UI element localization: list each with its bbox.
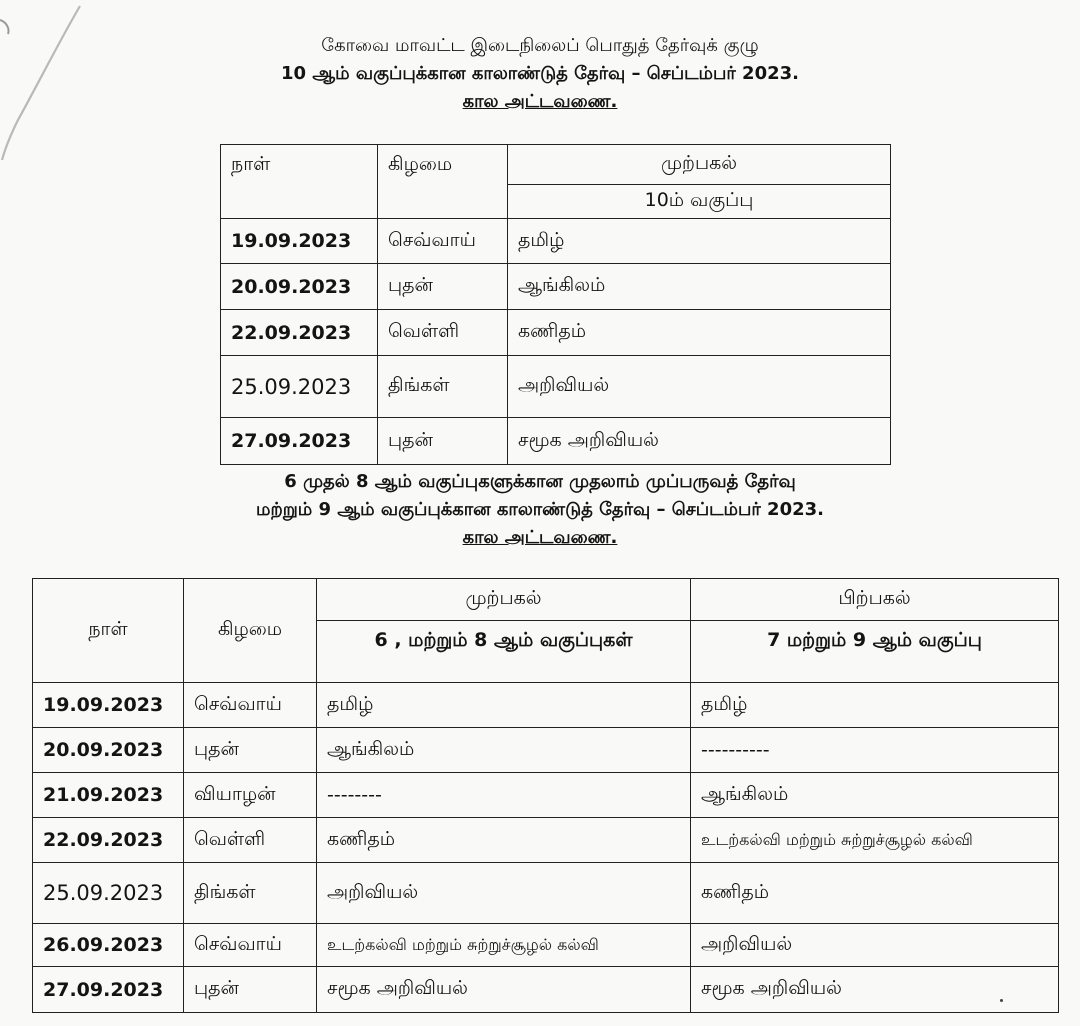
table-row (33, 683, 1059, 728)
row-afternoon: சமூக அறிவியல் (691, 967, 1059, 1013)
row-date: 19.09.2023 (221, 219, 378, 264)
table-row (33, 863, 1059, 924)
row-date: 25.09.2023 (33, 863, 184, 924)
row-date: 22.09.2023 (221, 310, 378, 356)
table-row (221, 418, 891, 465)
row-afternoon: கணிதம் (691, 863, 1059, 924)
row-day: புதன் (184, 728, 317, 773)
row-subject: கணிதம் (508, 310, 891, 356)
row-subject: தமிழ் (508, 219, 891, 264)
row-date: 22.09.2023 (33, 818, 184, 863)
header-forenoon-classes: 6 , மற்றும் 8 ஆம் வகுப்புகள் (317, 621, 691, 683)
row-date: 21.09.2023 (33, 773, 184, 818)
timetable-class-10 (220, 144, 891, 465)
row-day: திங்கள் (184, 863, 317, 924)
row-day: புதன் (184, 967, 317, 1013)
exam-title-9: மற்றும் 9 ஆம் வகுப்புக்கான காலாண்டுத் தேர்வு – செப்டம்பர் 2023. (256, 499, 824, 520)
row-afternoon: அறிவியல் (691, 924, 1059, 967)
header-class-10: 10ம் வகுப்பு (508, 185, 891, 219)
row-day: புதன் (378, 418, 508, 465)
row-forenoon: தமிழ் (317, 683, 691, 728)
table-row (221, 219, 891, 264)
row-afternoon: உடற்கல்வி மற்றும் சுற்றுச்சூழல் கல்வி (691, 818, 1059, 863)
header-forenoon: முற்பகல் (508, 145, 891, 185)
row-afternoon: ஆங்கிலம் (691, 773, 1059, 818)
table-row (33, 728, 1059, 773)
row-date: 27.09.2023 (221, 418, 378, 465)
row-afternoon: தமிழ் (691, 683, 1059, 728)
row-forenoon: உடற்கல்வி மற்றும் சுற்றுச்சூழல் கல்வி (317, 924, 691, 967)
row-day: புதன் (378, 264, 508, 310)
row-forenoon: ஆங்கிலம் (317, 728, 691, 773)
exam-title-6-8: 6 முதல் 8 ஆம் வகுப்புகளுக்கான முதலாம் முப்பருவத் தேர்வு (284, 471, 796, 492)
row-afternoon: ---------- (691, 728, 1059, 773)
table-row (33, 967, 1059, 1013)
table-row (221, 310, 891, 356)
header-day: கிழமை (184, 579, 317, 683)
row-forenoon: அறிவியல் (317, 863, 691, 924)
row-date: 20.09.2023 (221, 264, 378, 310)
row-date: 20.09.2023 (33, 728, 184, 773)
row-date: 27.09.2023 (33, 967, 184, 1013)
row-date: 19.09.2023 (33, 683, 184, 728)
row-date: 25.09.2023 (221, 356, 378, 418)
header-date: நாள் (33, 579, 184, 683)
row-subject: அறிவியல் (508, 356, 891, 418)
row-day: வெள்ளி (378, 310, 508, 356)
timetable-heading-1: கால அட்டவணை. (462, 91, 618, 112)
row-day: திங்கள் (378, 356, 508, 418)
header-forenoon: முற்பகல் (317, 579, 691, 621)
header-afternoon-classes: 7 மற்றும் 9 ஆம் வகுப்பு (691, 621, 1059, 683)
committee-title: கோவை மாவட்ட இடைநிலைப் பொதுத் தேர்வுக் குழு (321, 35, 759, 56)
header-1 (0, 32, 1080, 116)
scan-speck (1000, 999, 1003, 1002)
row-forenoon: கணிதம் (317, 818, 691, 863)
timetable-heading-2: கால அட்டவணை. (462, 527, 618, 548)
header-day: கிழமை (378, 145, 508, 219)
header-date: நாள் (221, 145, 378, 219)
table-row (221, 356, 891, 418)
exam-title-10: 10 ஆம் வகுப்புக்கான காலாண்டுத் தேர்வு – செப்டம்பர் 2023. (281, 63, 799, 84)
row-subject: சமூக அறிவியல் (508, 418, 891, 465)
row-day: செவ்வாய் (184, 683, 317, 728)
row-day: வியாழன் (184, 773, 317, 818)
row-subject: ஆங்கிலம் (508, 264, 891, 310)
row-day: செவ்வாய் (184, 924, 317, 967)
table-row (221, 264, 891, 310)
header-afternoon: பிற்பகல் (691, 579, 1059, 621)
header-2 (0, 468, 1080, 552)
timetable-classes-6-9 (32, 578, 1059, 1013)
row-forenoon: சமூக அறிவியல் (317, 967, 691, 1013)
row-forenoon: -------- (317, 773, 691, 818)
table-row (33, 773, 1059, 818)
table-row (33, 818, 1059, 863)
row-day: வெள்ளி (184, 818, 317, 863)
table-row (33, 924, 1059, 967)
row-date: 26.09.2023 (33, 924, 184, 967)
row-day: செவ்வாய் (378, 219, 508, 264)
